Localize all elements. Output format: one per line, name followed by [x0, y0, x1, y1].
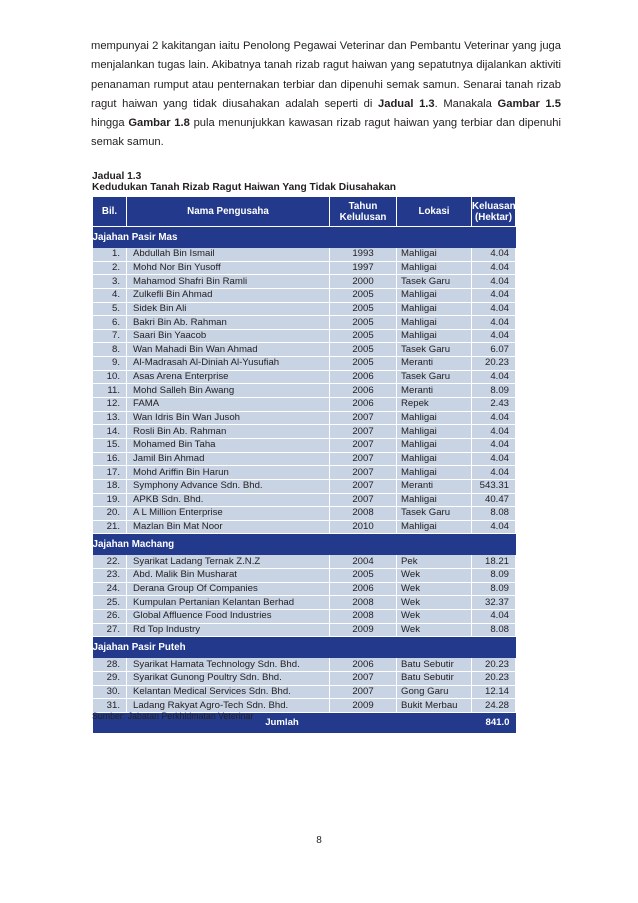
row-year: 2006 — [330, 370, 397, 384]
row-name: Syarikat Hamata Technology Sdn. Bhd. — [127, 658, 330, 671]
row-number: 13. — [93, 411, 127, 425]
row-location: Wek — [397, 596, 472, 610]
row-year: 2009 — [330, 623, 397, 637]
row-location: Wek — [397, 582, 472, 596]
row-area: 4.04 — [472, 275, 516, 289]
row-location: Tasek Garu — [397, 507, 472, 521]
row-number: 26. — [93, 610, 127, 624]
row-name: Wan Idris Bin Wan Jusoh — [127, 411, 330, 425]
row-area: 20.23 — [472, 357, 516, 371]
row-location: Wek — [397, 610, 472, 624]
row-number: 3. — [93, 275, 127, 289]
table-row — [93, 357, 516, 371]
row-year: 2008 — [330, 610, 397, 624]
table-row — [93, 398, 516, 412]
table-row — [93, 658, 516, 671]
header-location: Lokasi — [397, 197, 472, 227]
row-year: 2006 — [330, 582, 397, 596]
row-location: Mahligai — [397, 411, 472, 425]
row-number: 30. — [93, 685, 127, 699]
row-name: Mazlan Bin Mat Noor — [127, 520, 330, 534]
table-label: Jadual 1.3 — [92, 171, 142, 182]
row-name: Saari Bin Yaacob — [127, 329, 330, 343]
row-area: 24.28 — [472, 699, 516, 713]
row-area: 8.08 — [472, 507, 516, 521]
table-row — [93, 685, 516, 699]
row-number: 11. — [93, 384, 127, 398]
row-year: 2005 — [330, 357, 397, 371]
row-name: FAMA — [127, 398, 330, 412]
row-year: 2007 — [330, 438, 397, 452]
row-name: Bakri Bin Ab. Rahman — [127, 316, 330, 330]
page-number: 8 — [316, 835, 322, 846]
row-name: Mohamed Bin Taha — [127, 438, 330, 452]
row-name: Kumpulan Pertanian Kelantan Berhad — [127, 596, 330, 610]
row-name: Mohd Ariffin Bin Harun — [127, 466, 330, 480]
table-row — [93, 370, 516, 384]
row-name: A L Million Enterprise — [127, 507, 330, 521]
row-number: 12. — [93, 398, 127, 412]
row-year: 2008 — [330, 507, 397, 521]
row-location: Pek — [397, 555, 472, 568]
row-name: Ladang Rakyat Agro-Tech Sdn. Bhd. — [127, 699, 330, 713]
row-number: 31. — [93, 699, 127, 713]
row-year: 2005 — [330, 343, 397, 357]
row-year: 2005 — [330, 569, 397, 583]
table-row — [93, 520, 516, 534]
row-name: Symphony Advance Sdn. Bhd. — [127, 479, 330, 493]
row-number: 22. — [93, 555, 127, 568]
row-area: 4.04 — [472, 329, 516, 343]
row-location: Mahligai — [397, 466, 472, 480]
total-value: 841.0 — [472, 712, 516, 733]
row-name: Syarikat Ladang Ternak Z.N.Z — [127, 555, 330, 568]
row-name: Asas Arena Enterprise — [127, 370, 330, 384]
row-location: Mahligai — [397, 329, 472, 343]
row-year: 2007 — [330, 452, 397, 466]
row-location: Repek — [397, 398, 472, 412]
row-number: 17. — [93, 466, 127, 480]
row-year: 2007 — [330, 493, 397, 507]
row-number: 21. — [93, 520, 127, 534]
table-row — [93, 507, 516, 521]
row-number: 14. — [93, 425, 127, 439]
row-area: 8.09 — [472, 582, 516, 596]
row-area: 8.09 — [472, 569, 516, 583]
row-year: 2006 — [330, 398, 397, 412]
header-name: Nama Pengusaha — [127, 197, 330, 227]
row-name: Mohd Salleh Bin Awang — [127, 384, 330, 398]
row-number: 5. — [93, 302, 127, 316]
row-location: Meranti — [397, 479, 472, 493]
row-year: 2005 — [330, 316, 397, 330]
table-row — [93, 261, 516, 275]
row-year: 2004 — [330, 555, 397, 568]
row-number: 20. — [93, 507, 127, 521]
row-area: 4.04 — [472, 520, 516, 534]
table-header-row — [93, 197, 516, 227]
row-location: Bukit Merbau — [397, 699, 472, 713]
row-number: 9. — [93, 357, 127, 371]
table-row — [93, 248, 516, 261]
row-area: 4.04 — [472, 610, 516, 624]
row-number: 6. — [93, 316, 127, 330]
row-year: 2010 — [330, 520, 397, 534]
table-title: Kedudukan Tanah Rizab Ragut Haiwan Yang Tidak Diusahakan — [92, 182, 396, 193]
figure-reference: Gambar 1.5 — [497, 97, 561, 110]
table-row — [93, 452, 516, 466]
row-number: 16. — [93, 452, 127, 466]
row-number: 25. — [93, 596, 127, 610]
total-label: Jumlah — [93, 712, 472, 733]
row-year: 2000 — [330, 275, 397, 289]
row-location: Meranti — [397, 357, 472, 371]
row-location: Mahligai — [397, 452, 472, 466]
row-area: 2.43 — [472, 398, 516, 412]
row-name: Abdullah Bin Ismail — [127, 248, 330, 261]
row-year: 2007 — [330, 425, 397, 439]
row-area: 4.04 — [472, 438, 516, 452]
row-location: Mahligai — [397, 438, 472, 452]
row-area: 20.23 — [472, 671, 516, 685]
row-area: 4.04 — [472, 261, 516, 275]
region-title: Jajahan Machang — [93, 534, 516, 556]
row-name: Kelantan Medical Services Sdn. Bhd. — [127, 685, 330, 699]
row-number: 29. — [93, 671, 127, 685]
row-area: 12.14 — [472, 685, 516, 699]
row-name: Global Affluence Food Industries — [127, 610, 330, 624]
row-name: Mohd Nor Bin Yusoff — [127, 261, 330, 275]
row-year: 2005 — [330, 302, 397, 316]
row-area: 4.04 — [472, 248, 516, 261]
table-row — [93, 466, 516, 480]
row-number: 27. — [93, 623, 127, 637]
row-location: Meranti — [397, 384, 472, 398]
row-area: 4.04 — [472, 316, 516, 330]
row-number: 8. — [93, 343, 127, 357]
row-area: 6.07 — [472, 343, 516, 357]
table-row — [93, 493, 516, 507]
row-year: 2006 — [330, 658, 397, 671]
table-row — [93, 411, 516, 425]
region-header-row — [93, 227, 516, 249]
row-year: 2008 — [330, 596, 397, 610]
row-area: 20.23 — [472, 658, 516, 671]
row-area: 4.04 — [472, 302, 516, 316]
row-area: 4.04 — [472, 452, 516, 466]
row-name: Derana Group Of Companies — [127, 582, 330, 596]
row-location: Wek — [397, 569, 472, 583]
row-area: 4.04 — [472, 466, 516, 480]
table-caption — [92, 171, 396, 193]
row-location: Mahligai — [397, 261, 472, 275]
row-area: 4.04 — [472, 288, 516, 302]
table-reference: Jadual 1.3 — [378, 97, 435, 110]
row-name: Rd Top Industry — [127, 623, 330, 637]
table-row — [93, 582, 516, 596]
table-row — [93, 329, 516, 343]
row-number: 2. — [93, 261, 127, 275]
row-name: APKB Sdn. Bhd. — [127, 493, 330, 507]
header-no: Bil. — [93, 197, 127, 227]
row-location: Mahligai — [397, 493, 472, 507]
row-area: 32.37 — [472, 596, 516, 610]
land-reserve-table — [92, 196, 516, 733]
table-row — [93, 671, 516, 685]
region-header-row — [93, 637, 516, 659]
row-number: 19. — [93, 493, 127, 507]
row-location: Batu Sebutir — [397, 658, 472, 671]
row-area: 8.08 — [472, 623, 516, 637]
row-year: 2007 — [330, 671, 397, 685]
row-year: 2007 — [330, 411, 397, 425]
row-number: 4. — [93, 288, 127, 302]
row-location: Mahligai — [397, 520, 472, 534]
table-row — [93, 425, 516, 439]
row-location: Batu Sebutir — [397, 671, 472, 685]
region-title: Jajahan Pasir Puteh — [93, 637, 516, 659]
figure-reference: Gambar 1.8 — [128, 117, 190, 130]
row-location: Mahligai — [397, 302, 472, 316]
row-name: Syarikat Gunong Poultry Sdn. Bhd. — [127, 671, 330, 685]
row-area: 543.31 — [472, 479, 516, 493]
row-number: 7. — [93, 329, 127, 343]
row-year: 1993 — [330, 248, 397, 261]
table-row — [93, 343, 516, 357]
table-row — [93, 596, 516, 610]
row-location: Gong Garu — [397, 685, 472, 699]
row-name: Zulkefli Bin Ahmad — [127, 288, 330, 302]
row-number: 23. — [93, 569, 127, 583]
table-row — [93, 384, 516, 398]
row-location: Mahligai — [397, 316, 472, 330]
table-row — [93, 288, 516, 302]
row-name: Rosli Bin Ab. Rahman — [127, 425, 330, 439]
row-year: 2007 — [330, 685, 397, 699]
row-name: Jamil Bin Ahmad — [127, 452, 330, 466]
table-row — [93, 479, 516, 493]
row-year: 2005 — [330, 288, 397, 302]
row-location: Mahligai — [397, 425, 472, 439]
row-location: Tasek Garu — [397, 370, 472, 384]
row-number: 10. — [93, 370, 127, 384]
table-row — [93, 316, 516, 330]
row-location: Tasek Garu — [397, 343, 472, 357]
table-row — [93, 623, 516, 637]
table-row — [93, 302, 516, 316]
table-row — [93, 569, 516, 583]
header-area: Keluasan (Hektar) — [472, 197, 516, 227]
row-number: 24. — [93, 582, 127, 596]
row-year: 2007 — [330, 479, 397, 493]
row-year: 2009 — [330, 699, 397, 713]
region-header-row — [93, 534, 516, 556]
row-area: 4.04 — [472, 411, 516, 425]
row-area: 4.04 — [472, 370, 516, 384]
row-name: Sidek Bin Ali — [127, 302, 330, 316]
row-year: 2006 — [330, 384, 397, 398]
row-year: 2007 — [330, 466, 397, 480]
table-row — [93, 438, 516, 452]
table-row — [93, 555, 516, 568]
row-name: Abd. Malik Bin Musharat — [127, 569, 330, 583]
row-name: Mahamod Shafri Bin Ramli — [127, 275, 330, 289]
row-name: Al-Madrasah Al-Diniah Al-Yusufiah — [127, 357, 330, 371]
table-source: Sumber: Jabatan Perkhidmatan Veterinar — [92, 711, 254, 721]
row-area: 40.47 — [472, 493, 516, 507]
row-year: 2005 — [330, 329, 397, 343]
row-number: 18. — [93, 479, 127, 493]
region-title: Jajahan Pasir Mas — [93, 227, 516, 249]
table-row — [93, 275, 516, 289]
body-paragraph: mempunyai 2 kakitangan iaitu Penolong Pegawai Veterinar dan Pembantu Veterinar yang juga menjalankan tugas lain. Akibatnya tanah rizab ragut haiwan yang sepatutnya dijalankan aktiviti penanaman rumput atau penternakan terbiar dan dipenuhi semak samun. Senarai tanah rizab ragut haiwan yang tidak diusahakan adalah seperti di Jadual 1.3. Manakala Gambar 1.5 hingga Gambar 1.8 pula menunjukkan kawasan rizab ragut haiwan yang terbiar dan dipenuhi semak samun. — [91, 40, 561, 149]
row-location: Wek — [397, 623, 472, 637]
row-location: Tasek Garu — [397, 275, 472, 289]
header-year: Tahun Kelulusan — [330, 197, 397, 227]
row-number: 28. — [93, 658, 127, 671]
row-location: Mahligai — [397, 248, 472, 261]
row-name: Wan Mahadi Bin Wan Ahmad — [127, 343, 330, 357]
row-area: 8.09 — [472, 384, 516, 398]
row-year: 1997 — [330, 261, 397, 275]
table-row — [93, 610, 516, 624]
row-area: 18.21 — [472, 555, 516, 568]
row-location: Mahligai — [397, 288, 472, 302]
row-area: 4.04 — [472, 425, 516, 439]
row-number: 1. — [93, 248, 127, 261]
row-number: 15. — [93, 438, 127, 452]
